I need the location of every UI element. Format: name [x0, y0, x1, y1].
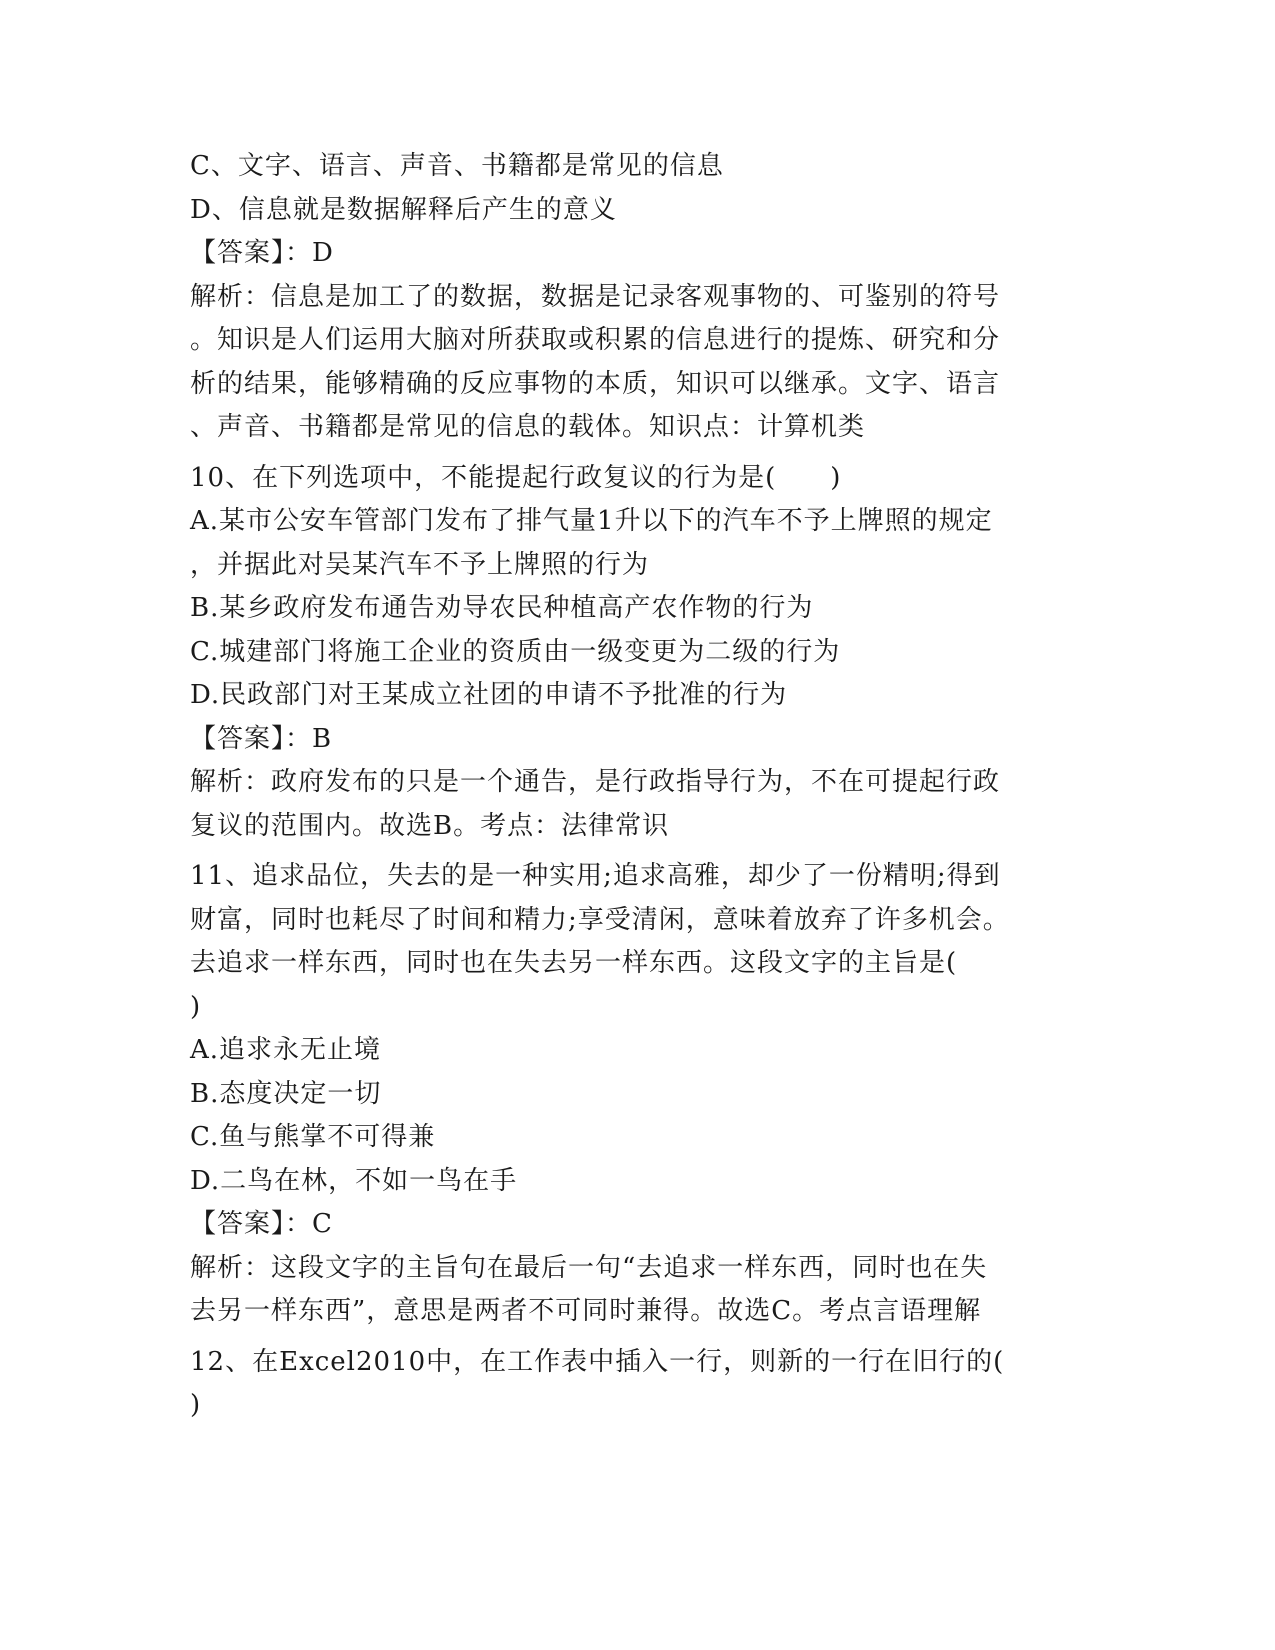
q11-stem-line: 财富，同时也耗尽了时间和精力;享受清闲，意味着放弃了许多机会。	[190, 904, 1010, 935]
q10-option-a: A.某市公安车管部门发布了排气量1升以下的汽车不予上牌照的规定	[190, 506, 993, 536]
q11-explanation-line: 解析：这段文字的主旨句在最后一句“去追求一样东西，同时也在失	[190, 1252, 988, 1283]
question-9	[190, 145, 1070, 450]
q12-stem-line: )	[190, 1390, 202, 1420]
q11-stem-line: 11、追求品位，失去的是一种实用;追求高雅，却少了一份精明;得到	[190, 861, 1001, 891]
document-page	[190, 145, 1070, 1428]
q10-option-c: C.城建部门将施工企业的资质由一级变更为二级的行为	[190, 636, 841, 667]
q11-option-c: C.鱼与熊掌不可得兼	[190, 1122, 436, 1152]
q10-option-a-continued: ，并据此对吴某汽车不予上牌照的行为	[190, 549, 650, 580]
question-11	[190, 855, 1070, 1334]
q9-option-d: D、信息就是数据解释后产生的意义	[190, 194, 617, 225]
question-10	[190, 457, 1070, 849]
q10-answer: 【答案】：B	[190, 723, 333, 754]
q9-option-c: C、文字、语言、声音、书籍都是常见的信息	[190, 151, 724, 181]
q11-answer: 【答案】：C	[190, 1209, 333, 1239]
q11-explanation-line: 去另一样东西”，意思是两者不可同时兼得。故选C。考点言语理解	[190, 1296, 982, 1326]
q11-stem-line: )	[190, 991, 202, 1022]
q10-option-b: B.某乡政府发布通告劝导农民种植高产农作物的行为	[190, 593, 814, 623]
q11-option-a: A.追求永无止境	[190, 1035, 382, 1065]
q9-explanation-line: 、声音、书籍都是常见的信息的载体。知识点：计算机类	[190, 412, 866, 442]
q12-stem-line: 12、在Excel2010中，在工作表中插入一行，则新的一行在旧行的(	[190, 1346, 1005, 1377]
question-12	[190, 1341, 1070, 1428]
q11-option-b: B.态度决定一切	[190, 1078, 382, 1109]
q10-explanation-line: 复议的范围内。故选B。考点：法律常识	[190, 810, 670, 841]
q9-explanation-line: 析的结果，能够精确的反应事物的本质，知识可以继承。文字、语言	[190, 368, 1001, 399]
q10-stem: 10、在下列选项中，不能提起行政复议的行为是( )	[190, 462, 842, 493]
q9-explanation-line: 。知识是人们运用大脑对所获取或积累的信息进行的提炼、研究和分	[190, 325, 1001, 355]
q10-option-d: D.民政部门对王某成立社团的申请不予批准的行为	[190, 680, 788, 710]
q11-stem-line: 去追求一样东西，同时也在失去另一样东西。这段文字的主旨是(	[190, 948, 958, 978]
q9-answer: 【答案】：D	[190, 238, 334, 268]
q10-explanation-line: 解析：政府发布的只是一个通告，是行政指导行为，不在可提起行政	[190, 767, 1001, 797]
q9-explanation-line: 解析：信息是加工了的数据，数据是记录客观事物的、可鉴别的符号	[190, 281, 1001, 312]
q11-option-d: D.二鸟在林，不如一鸟在手	[190, 1165, 518, 1196]
